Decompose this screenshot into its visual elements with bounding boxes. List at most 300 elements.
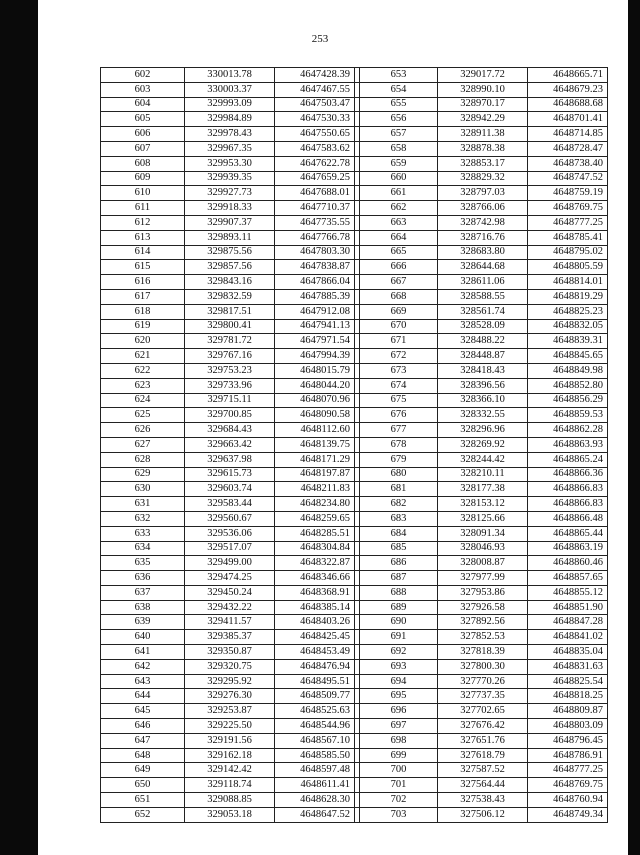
point-number-right: 673: [360, 363, 438, 378]
table-row: [101, 778, 608, 793]
y-coordinate-left: 4647941.13: [275, 319, 355, 334]
x-coordinate-right: 328448.87: [438, 349, 528, 364]
y-coordinate-right: 4648862.28: [528, 423, 608, 438]
point-number-right: 695: [360, 689, 438, 704]
x-coordinate-left: 329560.67: [185, 511, 275, 526]
y-coordinate-left: 4647550.65: [275, 127, 355, 142]
x-coordinate-right: 327676.42: [438, 719, 528, 734]
table-row: [101, 215, 608, 230]
table-row: [101, 659, 608, 674]
y-coordinate-left: 4648597.48: [275, 763, 355, 778]
table-row: [101, 482, 608, 497]
x-coordinate-right: 328366.10: [438, 393, 528, 408]
table-row: [101, 600, 608, 615]
x-coordinate-right: 328611.06: [438, 275, 528, 290]
table-row: [101, 378, 608, 393]
y-coordinate-left: 4647971.54: [275, 334, 355, 349]
point-number-right: 677: [360, 423, 438, 438]
x-coordinate-left: 329733.96: [185, 378, 275, 393]
y-coordinate-right: 4648777.25: [528, 215, 608, 230]
coordinates-table-body: [101, 68, 608, 823]
x-coordinate-right: 327953.86: [438, 585, 528, 600]
point-number-left: 611: [101, 201, 185, 216]
point-number-right: 675: [360, 393, 438, 408]
x-coordinate-left: 329225.50: [185, 719, 275, 734]
table-row: [101, 319, 608, 334]
point-number-right: 655: [360, 97, 438, 112]
table-row: [101, 289, 608, 304]
x-coordinate-right: 329017.72: [438, 68, 528, 83]
y-coordinate-left: 4648403.26: [275, 615, 355, 630]
x-coordinate-right: 328125.66: [438, 511, 528, 526]
x-coordinate-right: 328561.74: [438, 304, 528, 319]
table-row: [101, 82, 608, 97]
y-coordinate-left: 4647803.30: [275, 245, 355, 260]
x-coordinate-left: 329350.87: [185, 645, 275, 660]
x-coordinate-right: 327852.53: [438, 630, 528, 645]
point-number-left: 609: [101, 171, 185, 186]
y-coordinate-left: 4648112.60: [275, 423, 355, 438]
point-number-left: 639: [101, 615, 185, 630]
y-coordinate-left: 4648211.83: [275, 482, 355, 497]
x-coordinate-left: 329875.56: [185, 245, 275, 260]
table-row: [101, 719, 608, 734]
point-number-right: 696: [360, 704, 438, 719]
point-number-left: 642: [101, 659, 185, 674]
x-coordinate-left: 329320.75: [185, 659, 275, 674]
point-number-left: 641: [101, 645, 185, 660]
y-coordinate-left: 4648259.65: [275, 511, 355, 526]
point-number-right: 679: [360, 452, 438, 467]
x-coordinate-right: 327564.44: [438, 778, 528, 793]
x-coordinate-right: 327926.58: [438, 600, 528, 615]
x-coordinate-left: 329832.59: [185, 289, 275, 304]
point-number-right: 659: [360, 156, 438, 171]
y-coordinate-left: 4647735.55: [275, 215, 355, 230]
table-row: [101, 304, 608, 319]
table-row: [101, 615, 608, 630]
x-coordinate-right: 327506.12: [438, 807, 528, 822]
x-coordinate-right: 327977.99: [438, 571, 528, 586]
point-number-left: 627: [101, 437, 185, 452]
y-coordinate-left: 4647428.39: [275, 68, 355, 83]
point-number-left: 607: [101, 141, 185, 156]
y-coordinate-right: 4648747.52: [528, 171, 608, 186]
table-row: [101, 807, 608, 822]
y-coordinate-right: 4648749.34: [528, 807, 608, 822]
x-coordinate-right: 328488.22: [438, 334, 528, 349]
x-coordinate-left: 329715.11: [185, 393, 275, 408]
y-coordinate-left: 4647503.47: [275, 97, 355, 112]
y-coordinate-right: 4648851.90: [528, 600, 608, 615]
x-coordinate-left: 329700.85: [185, 408, 275, 423]
scan-border-left: [0, 0, 38, 855]
x-coordinate-left: 329118.74: [185, 778, 275, 793]
point-number-left: 624: [101, 393, 185, 408]
table-row: [101, 141, 608, 156]
point-number-right: 666: [360, 260, 438, 275]
x-coordinate-right: 328244.42: [438, 452, 528, 467]
point-number-right: 703: [360, 807, 438, 822]
y-coordinate-left: 4648139.75: [275, 437, 355, 452]
point-number-left: 628: [101, 452, 185, 467]
x-coordinate-right: 327618.79: [438, 748, 528, 763]
y-coordinate-right: 4648866.36: [528, 467, 608, 482]
y-coordinate-left: 4648453.49: [275, 645, 355, 660]
table-row: [101, 645, 608, 660]
point-number-right: 664: [360, 230, 438, 245]
y-coordinate-right: 4648795.02: [528, 245, 608, 260]
point-number-right: 691: [360, 630, 438, 645]
y-coordinate-left: 4647866.04: [275, 275, 355, 290]
point-number-right: 684: [360, 526, 438, 541]
table-row: [101, 571, 608, 586]
y-coordinate-right: 4648863.19: [528, 541, 608, 556]
x-coordinate-right: 328942.29: [438, 112, 528, 127]
point-number-left: 605: [101, 112, 185, 127]
point-number-right: 688: [360, 585, 438, 600]
point-number-left: 647: [101, 733, 185, 748]
point-number-right: 658: [360, 141, 438, 156]
table-row: [101, 363, 608, 378]
point-number-left: 602: [101, 68, 185, 83]
y-coordinate-left: 4648285.51: [275, 526, 355, 541]
y-coordinate-right: 4648760.94: [528, 793, 608, 808]
x-coordinate-right: 328046.93: [438, 541, 528, 556]
x-coordinate-left: 329295.92: [185, 674, 275, 689]
table-row: [101, 97, 608, 112]
y-coordinate-left: 4648015.79: [275, 363, 355, 378]
x-coordinate-right: 327587.52: [438, 763, 528, 778]
x-coordinate-left: 329162.18: [185, 748, 275, 763]
table-row: [101, 408, 608, 423]
x-coordinate-left: 329857.56: [185, 260, 275, 275]
y-coordinate-right: 4648852.80: [528, 378, 608, 393]
y-coordinate-left: 4648346.66: [275, 571, 355, 586]
y-coordinate-right: 4648679.23: [528, 82, 608, 97]
x-coordinate-left: 330013.78: [185, 68, 275, 83]
point-number-left: 614: [101, 245, 185, 260]
point-number-left: 634: [101, 541, 185, 556]
table-row: [101, 763, 608, 778]
x-coordinate-left: 330003.37: [185, 82, 275, 97]
point-number-right: 660: [360, 171, 438, 186]
x-coordinate-right: 327800.30: [438, 659, 528, 674]
point-number-left: 604: [101, 97, 185, 112]
y-coordinate-right: 4648855.12: [528, 585, 608, 600]
point-number-right: 668: [360, 289, 438, 304]
y-coordinate-right: 4648803.09: [528, 719, 608, 734]
y-coordinate-left: 4648368.91: [275, 585, 355, 600]
point-number-left: 630: [101, 482, 185, 497]
point-number-right: 662: [360, 201, 438, 216]
x-coordinate-left: 329953.30: [185, 156, 275, 171]
x-coordinate-right: 328829.32: [438, 171, 528, 186]
y-coordinate-left: 4647912.08: [275, 304, 355, 319]
y-coordinate-right: 4648665.71: [528, 68, 608, 83]
table-row: [101, 275, 608, 290]
point-number-left: 646: [101, 719, 185, 734]
point-number-left: 629: [101, 467, 185, 482]
x-coordinate-right: 328269.92: [438, 437, 528, 452]
point-number-left: 651: [101, 793, 185, 808]
x-coordinate-left: 329918.33: [185, 201, 275, 216]
page-number: 253: [311, 33, 329, 45]
y-coordinate-left: 4647530.33: [275, 112, 355, 127]
y-coordinate-left: 4647710.37: [275, 201, 355, 216]
y-coordinate-left: 4648197.87: [275, 467, 355, 482]
x-coordinate-left: 329450.24: [185, 585, 275, 600]
y-coordinate-right: 4648849.98: [528, 363, 608, 378]
point-number-left: 618: [101, 304, 185, 319]
y-coordinate-right: 4648714.85: [528, 127, 608, 142]
x-coordinate-left: 329088.85: [185, 793, 275, 808]
y-coordinate-right: 4648818.25: [528, 689, 608, 704]
coordinates-table: [100, 67, 608, 823]
y-coordinate-left: 4648070.96: [275, 393, 355, 408]
point-number-right: 656: [360, 112, 438, 127]
table-row: [101, 260, 608, 275]
point-number-right: 700: [360, 763, 438, 778]
point-number-right: 680: [360, 467, 438, 482]
y-coordinate-right: 4648825.23: [528, 304, 608, 319]
y-coordinate-right: 4648796.45: [528, 733, 608, 748]
table-row: [101, 556, 608, 571]
point-number-right: 667: [360, 275, 438, 290]
x-coordinate-right: 327651.76: [438, 733, 528, 748]
point-number-right: 683: [360, 511, 438, 526]
y-coordinate-left: 4647659.25: [275, 171, 355, 186]
scan-border-right: [628, 0, 640, 855]
table-row: [101, 245, 608, 260]
x-coordinate-left: 329517.07: [185, 541, 275, 556]
y-coordinate-right: 4648769.75: [528, 201, 608, 216]
table-row: [101, 171, 608, 186]
point-number-left: 645: [101, 704, 185, 719]
point-number-right: 701: [360, 778, 438, 793]
table-row: [101, 674, 608, 689]
table-row: [101, 497, 608, 512]
x-coordinate-left: 329843.16: [185, 275, 275, 290]
table-row: [101, 630, 608, 645]
x-coordinate-left: 329499.00: [185, 556, 275, 571]
point-number-left: 637: [101, 585, 185, 600]
point-number-left: 626: [101, 423, 185, 438]
y-coordinate-left: 4648509.77: [275, 689, 355, 704]
x-coordinate-right: 328528.09: [438, 319, 528, 334]
y-coordinate-left: 4647885.39: [275, 289, 355, 304]
table-row: [101, 423, 608, 438]
point-number-left: 632: [101, 511, 185, 526]
y-coordinate-left: 4648304.84: [275, 541, 355, 556]
table-row: [101, 452, 608, 467]
y-coordinate-right: 4648728.47: [528, 141, 608, 156]
table-row: [101, 585, 608, 600]
y-coordinate-left: 4648567.10: [275, 733, 355, 748]
point-number-left: 606: [101, 127, 185, 142]
table-row: [101, 437, 608, 452]
point-number-right: 661: [360, 186, 438, 201]
y-coordinate-right: 4648769.75: [528, 778, 608, 793]
x-coordinate-left: 329583.44: [185, 497, 275, 512]
x-coordinate-left: 329984.89: [185, 112, 275, 127]
y-coordinate-right: 4648819.29: [528, 289, 608, 304]
y-coordinate-right: 4648860.46: [528, 556, 608, 571]
y-coordinate-left: 4648544.96: [275, 719, 355, 734]
y-coordinate-right: 4648785.41: [528, 230, 608, 245]
point-number-right: 678: [360, 437, 438, 452]
y-coordinate-left: 4648525.63: [275, 704, 355, 719]
x-coordinate-left: 329978.43: [185, 127, 275, 142]
x-coordinate-left: 329907.37: [185, 215, 275, 230]
y-coordinate-left: 4648585.50: [275, 748, 355, 763]
x-coordinate-right: 327737.35: [438, 689, 528, 704]
x-coordinate-left: 329967.35: [185, 141, 275, 156]
x-coordinate-left: 329767.16: [185, 349, 275, 364]
table-row: [101, 704, 608, 719]
x-coordinate-right: 327892.56: [438, 615, 528, 630]
x-coordinate-left: 329993.09: [185, 97, 275, 112]
y-coordinate-left: 4647994.39: [275, 349, 355, 364]
point-number-left: 623: [101, 378, 185, 393]
x-coordinate-left: 329663.42: [185, 437, 275, 452]
table-row: [101, 733, 608, 748]
table-row: [101, 68, 608, 83]
x-coordinate-left: 329411.57: [185, 615, 275, 630]
y-coordinate-left: 4648611.41: [275, 778, 355, 793]
x-coordinate-left: 329800.41: [185, 319, 275, 334]
table-row: [101, 230, 608, 245]
point-number-right: 654: [360, 82, 438, 97]
point-number-right: 682: [360, 497, 438, 512]
x-coordinate-left: 329817.51: [185, 304, 275, 319]
y-coordinate-left: 4648647.52: [275, 807, 355, 822]
point-number-right: 670: [360, 319, 438, 334]
y-coordinate-left: 4648476.94: [275, 659, 355, 674]
x-coordinate-right: 328990.10: [438, 82, 528, 97]
y-coordinate-right: 4648841.02: [528, 630, 608, 645]
x-coordinate-left: 329939.35: [185, 171, 275, 186]
table-row: [101, 334, 608, 349]
y-coordinate-right: 4648825.54: [528, 674, 608, 689]
point-number-left: 612: [101, 215, 185, 230]
x-coordinate-right: 327770.26: [438, 674, 528, 689]
point-number-right: 685: [360, 541, 438, 556]
x-coordinate-left: 329637.98: [185, 452, 275, 467]
x-coordinate-right: 328008.87: [438, 556, 528, 571]
table-row: [101, 689, 608, 704]
x-coordinate-left: 329253.87: [185, 704, 275, 719]
y-coordinate-left: 4647838.87: [275, 260, 355, 275]
point-number-left: 610: [101, 186, 185, 201]
x-coordinate-left: 329053.18: [185, 807, 275, 822]
x-coordinate-right: 327702.65: [438, 704, 528, 719]
y-coordinate-right: 4648831.63: [528, 659, 608, 674]
point-number-right: 690: [360, 615, 438, 630]
y-coordinate-left: 4648090.58: [275, 408, 355, 423]
y-coordinate-left: 4647766.78: [275, 230, 355, 245]
x-coordinate-right: 328878.38: [438, 141, 528, 156]
y-coordinate-left: 4648628.30: [275, 793, 355, 808]
table-row: [101, 112, 608, 127]
point-number-left: 616: [101, 275, 185, 290]
x-coordinate-left: 329781.72: [185, 334, 275, 349]
table-row: [101, 201, 608, 216]
x-coordinate-left: 329536.06: [185, 526, 275, 541]
table-row: [101, 467, 608, 482]
point-number-right: 674: [360, 378, 438, 393]
point-number-right: 663: [360, 215, 438, 230]
y-coordinate-left: 4648322.87: [275, 556, 355, 571]
y-coordinate-left: 4648234.80: [275, 497, 355, 512]
x-coordinate-right: 328396.56: [438, 378, 528, 393]
y-coordinate-right: 4648865.24: [528, 452, 608, 467]
point-number-right: 669: [360, 304, 438, 319]
x-coordinate-right: 328296.96: [438, 423, 528, 438]
point-number-left: 631: [101, 497, 185, 512]
point-number-right: 697: [360, 719, 438, 734]
x-coordinate-left: 329927.73: [185, 186, 275, 201]
x-coordinate-left: 329893.11: [185, 230, 275, 245]
point-number-right: 692: [360, 645, 438, 660]
y-coordinate-right: 4648809.87: [528, 704, 608, 719]
point-number-left: 648: [101, 748, 185, 763]
x-coordinate-right: 328418.43: [438, 363, 528, 378]
x-coordinate-left: 329191.56: [185, 733, 275, 748]
x-coordinate-left: 329603.74: [185, 482, 275, 497]
y-coordinate-left: 4648385.14: [275, 600, 355, 615]
y-coordinate-left: 4648171.29: [275, 452, 355, 467]
point-number-left: 613: [101, 230, 185, 245]
y-coordinate-right: 4648856.29: [528, 393, 608, 408]
x-coordinate-left: 329385.37: [185, 630, 275, 645]
x-coordinate-left: 329142.42: [185, 763, 275, 778]
point-number-right: 698: [360, 733, 438, 748]
point-number-left: 608: [101, 156, 185, 171]
table-row: [101, 526, 608, 541]
point-number-right: 687: [360, 571, 438, 586]
point-number-left: 636: [101, 571, 185, 586]
table-row: [101, 511, 608, 526]
x-coordinate-right: 327818.39: [438, 645, 528, 660]
table-row: [101, 127, 608, 142]
y-coordinate-right: 4648857.65: [528, 571, 608, 586]
x-coordinate-right: 328853.17: [438, 156, 528, 171]
y-coordinate-right: 4648786.91: [528, 748, 608, 763]
point-number-right: 694: [360, 674, 438, 689]
table-row: [101, 748, 608, 763]
point-number-right: 689: [360, 600, 438, 615]
point-number-right: 665: [360, 245, 438, 260]
table-row: [101, 156, 608, 171]
x-coordinate-right: 328766.06: [438, 201, 528, 216]
x-coordinate-right: 328911.38: [438, 127, 528, 142]
x-coordinate-left: 329432.22: [185, 600, 275, 615]
point-number-left: 640: [101, 630, 185, 645]
y-coordinate-left: 4647583.62: [275, 141, 355, 156]
table-row: [101, 349, 608, 364]
point-number-right: 686: [360, 556, 438, 571]
x-coordinate-right: 328332.55: [438, 408, 528, 423]
y-coordinate-right: 4648866.48: [528, 511, 608, 526]
point-number-left: 649: [101, 763, 185, 778]
x-coordinate-left: 329474.25: [185, 571, 275, 586]
y-coordinate-right: 4648759.19: [528, 186, 608, 201]
y-coordinate-right: 4648859.53: [528, 408, 608, 423]
x-coordinate-right: 328683.80: [438, 245, 528, 260]
point-number-left: 620: [101, 334, 185, 349]
point-number-left: 635: [101, 556, 185, 571]
